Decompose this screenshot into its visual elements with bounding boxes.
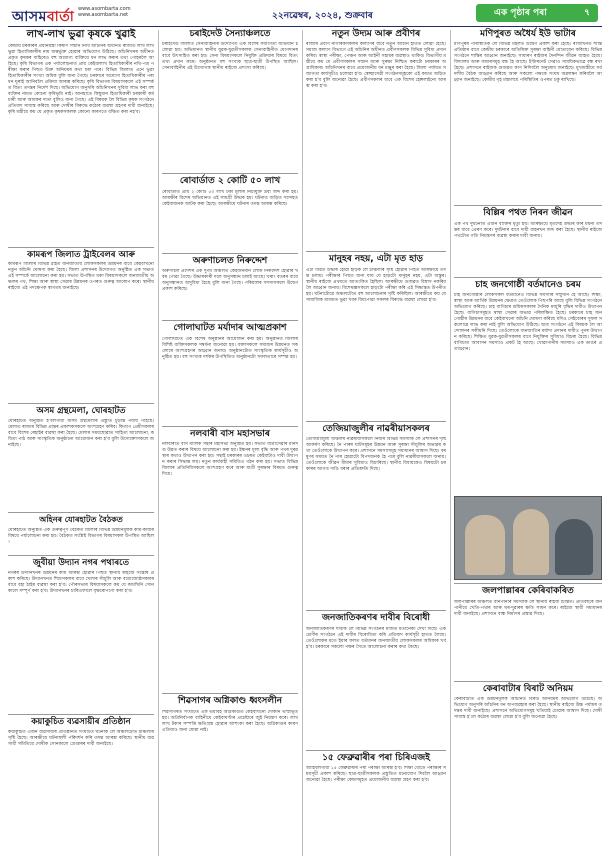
article-body: নলবাৰীত বাস মালিক সন্থাৰ মহাসভা অনুষ্ঠিত হয়। সভাত যাত্ৰীসেৱাৰ মানদণ্ড উন্নত কৰাৰ বিষয়ে আলোচনা কৰা হয়। ইন্ধনৰ মূল্য বৃদ্ধি আৰু পথৰ দুৰৱস্থাৰ কথাও উত্থাপন কৰা হয়। সন্থাই চৰকাৰৰ ওচৰত কেইবাটাও দাবী উত্থাপন কৰাৰ সিদ্ধান্ত লয়। নতুন কাৰ্যবাহী সমিতিও গঠন কৰা হয়। সভাত বিভিন্ন জিলাৰ প্ৰতিনিধিসকলে অংশগ্ৰহণ কৰে আৰু যাত্ৰী সুৰক্ষাৰ বিষয়ত গুৰুত্ব দিয়ে। xyxy=(162,442,298,478)
divider xyxy=(8,512,154,513)
headline[interactable]: তেজিয়াজুলীৰ নাৱৰীয়াসকলৰ xyxy=(322,423,430,434)
article-body: তেজিয়াজুলী অঞ্চলৰ নাৱৰীয়াসকলে নিজৰ বিভিন্ন সমস্যাক লৈ প্ৰশাসনৰ দৃষ্টি আকৰ্ষণ কৰিছে। নৈ পাৰৰ ঘাটসমূহৰ উন্নয়ন আৰু সুৰক্ষা সঁজুলিৰ অভাৱৰ কথা তেওঁলোকে উত্থাপন কৰে। প্ৰশাসনে সমস্যাসমূহ সমাধানৰ আশ্বাস দিছে। বৰষুণৰ সময়ত নৈ পাৰ হোৱাটো বিপদজনক হৈ পৰে বুলি নাৱৰীয়াসকলে জনায়। তেওঁলোকে জীৱন বীমাৰ সুবিধাও বিচাৰিছে। স্থানীয় বিধায়কেও বিষয়টো চৰকাৰৰ আগত দাঙি ধৰাৰ প্ৰতিশ্ৰুতি দিছে। xyxy=(306,437,446,473)
column-4 xyxy=(454,30,602,801)
column-1 xyxy=(8,30,154,816)
divider xyxy=(8,714,154,715)
article-body: গোলাঘাটত এক বিশেষ অনুষ্ঠানৰ আয়োজন কৰা হয়। অনুষ্ঠানত জিলাৰ বিশিষ্ট ব্যক্তিসকলক সম্বৰ্ধনা জনোৱা হয়। বক্তাসকলে সমাজৰ উন্নয়নত সকলোৰে অংশগ্ৰহণৰ আহ্বান জনায়। অনুষ্ঠানটোত সাংস্কৃতিক কাৰ্যসূচীও অনুষ্ঠিত হয়। বহু সংখ্যক দৰ্শকৰ উপস্থিতিত অনুষ্ঠানটো সফলতাৰে সম্পন্ন হয়। xyxy=(162,336,298,360)
column-2 xyxy=(162,30,298,814)
article-body: আহিবলগীয়া ১৫ ফেব্ৰুৱাৰীৰ পৰা পৰীক্ষা আৰম্ভ হ'ব। শিক্ষা বোৰ্ডে পৰীক্ষাৰ সময়সূচী প্ৰকাশ কৰিছে। ছাত্ৰ-ছাত্ৰীসকলক প্ৰস্তুতিত মনোযোগ দিবলৈ আহ্বান জনোৱা হৈছে। পৰীক্ষা কেন্দ্ৰসমূহত প্ৰয়োজনীয় ব্যৱস্থা গ্ৰহণ কৰা হ'ব। xyxy=(306,766,446,784)
headline[interactable]: কামৰূপ জিলাত ট্ৰাইবেলৰ আৰু xyxy=(27,249,135,260)
headline[interactable]: মণিপুৰত অধৈৰ্য ইউ ভাটাৰ xyxy=(480,29,576,39)
photo-people xyxy=(465,515,505,575)
headline[interactable]: অৰুণাচলত নিৰুদ্দেশ xyxy=(192,255,268,266)
column-3 xyxy=(306,30,446,818)
article-body: ৰোবাৰ্ডাত প্ৰায় ২ কোটি ৫০ লাখ টকা মূল্যৰ নিচাযুক্ত দ্ৰব্য জব্দ কৰা হয়। আৰক্ষীৰ বিশেষ অভিযানত এই সামগ্ৰী উদ্ধাৰ হয়। ঘটনাত জড়িত সন্দেহত কেইবাজনক আটক কৰা হৈছে। আৰক্ষীয়ে ঘটনাৰ তদন্ত আৰম্ভ কৰিছে। xyxy=(162,189,298,207)
logo-main: আসম xyxy=(12,9,47,25)
logo-accent: বার্তা xyxy=(46,9,75,25)
divider xyxy=(162,693,298,694)
headline[interactable]: নলবাৰী বাস মহাসভাৰ xyxy=(190,428,270,439)
divider xyxy=(306,750,446,751)
masthead xyxy=(0,0,610,26)
article-body: নগৰৰ উদ্যানখনৰ উন্নয়নৰ কাম আৰম্ভ হোৱাৰ পিছত স্থানীয় ৰাইজে সন্তোষ প্ৰকাশ কৰিছে। উদ্যানখনত শিশুসকলৰ বাবে খেলাৰ সঁজুলি আৰু বয়োজ্যেষ্ঠসকলৰ বাবে বহা ঠাইৰ ব্যৱস্থা কৰা হ'ব। পৌৰসভাৰ বিষয়াসকলে কয় যে কামখিনি সোনকালে সম্পূৰ্ণ কৰা হ'ব। উদ্যানখনৰ চাৰিওফালে বৃক্ষৰোপণো কৰা হ'ব। xyxy=(8,570,154,594)
article-body: চাহ জনগোষ্ঠীৰ লোকসকল বৰ্তমানেও বিভিন্ন সমস্যাৰ সন্মুখীন হৈ আছে। শিক্ষা, স্বাস্থ্য আৰু আৰ্থিক উন্নয়নৰ ক্ষেত্ৰত তেওঁলোক পিছপৰি আছে বুলি বিভিন্ন সংগঠনে অভিযোগ কৰিছে। চাহ বাগিচাৰ শ্ৰমিকসকলৰ দৈনিক মজুৰি বৃদ্ধিৰ দাবীও উত্থাপন হৈছে। বাগিচাসমূহত স্বাস্থ্য সেৱাৰ অভাৱ পৰিলক্ষিত হৈছে। চৰকাৰে চাহ জনগোষ্ঠীৰ উন্নয়নৰ বাবে কেইবাখনো আঁচনি ঘোষণা কৰিছে যদিও সেইবোৰৰ সুফল সকলোৱে লাভ কৰা নাই বুলি অভিযোগ উঠিছে। ছাত্ৰ সংগঠনে এই বিষয়ক লৈ আন্দোলনৰ সকীয়নি দিছে। তেওঁলোকে জনজাতিৰ মৰ্যাদা প্ৰদানৰ দাবীও পুনৰ উত্থাপন কৰিছে। শিক্ষিত যুৱক-যুৱতীসকলৰ বাবে নিযুক্তিৰ সুবিধাও বিচৰা হৈছে। বিভিন্ন বাগিচাত আবাসন সমস্যাও প্ৰকট হৈ আছে। খোৱাপানীৰ সমস্যাও এক ডাঙৰ প্ৰত্যাহ্বান। xyxy=(454,293,602,353)
headline[interactable]: জনজাতিকৰণৰ দাবীৰ বিৰোধী xyxy=(321,613,431,624)
divider xyxy=(306,610,446,611)
headline[interactable]: অহিনৰ যোৰহাটত বৈঠকত xyxy=(39,515,123,525)
article-body: অৰুণাচল প্ৰদেশৰ এক দুৰ্গম অঞ্চলত কেইজনমান লোক নিৰুদ্দেশ হোৱাৰ খবৰ পোৱা গৈছে। উদ্ধাৰকাৰী দলে অনুসন্ধান চলাই আছে। খৰাং বতৰৰ বাবে অনুসন্ধানত অসুবিধা হৈছে বুলি জনা গৈছে। পৰিয়ালৰ সদস্যসকলে উদ্বেগ প্ৰকাশ কৰিছে। xyxy=(162,269,298,293)
divider xyxy=(162,426,298,427)
divider xyxy=(454,277,602,278)
article-body: কামৰূপ জিলাৰ বিভিন্ন ঠাইত জনজাতীয় লোকসকলৰ উন্নয়নৰ বাবে কেইবাখনো নতুন আঁচনি ঘোষণা কৰা হৈছে। জিলা প্ৰশাসনৰ উদ্যোগত অনুষ্ঠিত এক সভাত এই সম্পৰ্কে আলোচনা কৰা হয়। সভাত উপস্থিত থকা বিষয়াসকলে জনজাতীয় অঞ্চলৰ পথ, শিক্ষা আৰু স্বাস্থ্য সেৱাৰ উন্নয়নৰ ওপৰত গুৰুত্ব আৰোপ কৰে। স্থানীয় ৰাইজে এই পদক্ষেপক স্বাগতম জনাইছে। xyxy=(8,262,154,292)
headline[interactable]: নতুন উদ্যম আৰু প্ৰবীণৰ xyxy=(331,29,421,39)
headline[interactable]: শিৱসাগৰ অগ্নিকাণ্ড ধ্বংসলীন xyxy=(177,696,283,707)
column-divider xyxy=(450,30,451,856)
page-tag-label: এক পৃষ্ঠাৰ পৰা xyxy=(494,8,547,18)
column-divider xyxy=(158,30,159,856)
article-body: এটা গাঁৱত উদ্ধাৰ হোৱা হাড়ক লৈ চাঞ্চল্যৰ সৃষ্টি হোৱাৰ পিছত আৰক্ষীয়ে তদন্ত চলায়। পৰীক্ষাৰ পিছত জনা যায় যে হাড়টো মানুহৰ নহয়, এটা জন্তুৰ। স্থানীয় ৰাইজে প্ৰথমতে আতংকিত হৈছিল। আৰক্ষীয়ে গুজৱত বিশ্বাস নকৰিবলৈ আহ্বান জনায়। বিশেষজ্ঞসকলে হাড়টো পৰীক্ষা কৰি এই সিদ্ধান্তত উপনীত হয়। ঘটনাটোৱে অঞ্চলটোত বহু আলোচনাৰ সৃষ্টি কৰিছিল। আৰক্ষীয়ে কয় যে সামাজিক মাধ্যমত ভুৱা খবৰ বিয়পোৱা সকলৰ বিৰুদ্ধে ব্যৱস্থা লোৱা হ'ব। xyxy=(306,267,446,303)
news-photo[interactable] xyxy=(454,496,602,580)
photo-people xyxy=(555,519,593,575)
divider xyxy=(162,320,298,321)
article-body: কেন্দ্ৰীয় চৰকাৰৰ প্ৰধানমন্ত্ৰী কিষাণ সন্মান নিধি আঁচনিৰ অধীনত ৰাজ্যত লাখ লাখ ভুৱা হিতাধিকাৰীৰ নাম অন্তৰ্ভুক্ত হোৱাৰ অভিযোগ উঠিছে। আঁচনিখনৰ অধীনত প্ৰকৃত কৃষকৰ বাহিৰেও বহু অযোগ্য ব্যক্তিয়ে ধন লাভ কৰাৰ তথ্য পোহৰলৈ আহিছে। কৃষি বিভাগৰ এক পৰ্যালোচনাত প্ৰায় কেইবালাখ হিতাধিকাৰীৰ নথি-পত্ৰ পৰীক্ষা কৰাৰ পিছত উক্ত অনিয়মৰ কথা ধৰা পৰে। বিভিন্ন জিলাত এনে ভুৱা হিতাধিকাৰীৰ সংখ্যা অধিক বুলি জনা গৈছে। চৰকাৰে অযোগ্য হিতাধিকাৰীৰ পৰা ধন ঘূৰাই আনিবলৈ প্ৰক্ৰিয়া আৰম্ভ কৰিছে। কৃষি বিভাগৰ বিষয়াসকলে এই সম্পৰ্কত বিতং তদন্তৰ নিৰ্দেশ দিছে। অভিযোগ অনুসৰি আঁচনিখনৰ সুবিধা লাভ কৰা বহু ব্যক্তিৰ নামত কোনো কৃষিভূমি নাই। আনহাতে কিছুমান হিতাধিকাৰী চৰকাৰী কৰ্মচাৰী আৰু আয়কৰ দাতা বুলিও জনা গৈছে। এই বিষয়ক লৈ বিভিন্ন কৃষক সংগঠনে প্ৰতিবাদ সাব্যস্ত কৰিছে আৰু দোষীৰ বিৰুদ্ধে কঠোৰ ব্যৱস্থা গ্ৰহণৰ দাবী জনাইছে। কৃষি মন্ত্ৰীয়ে কয় যে প্ৰকৃত কৃষকসকলক কোনো কাৰণতে বঞ্চিত কৰা নহ'ব। xyxy=(8,43,154,115)
website-line-2[interactable]: www.asombarta.net xyxy=(78,12,129,18)
headline[interactable]: কয়াকুচিত ব্যৱসায়ীৰ প্ৰতিষ্ঠান xyxy=(31,716,131,727)
article-body: জনজাতিকৰণৰ দাবীক লৈ বিভিন্ন সংগঠনৰ মাজত মতানৈক্য দেখা দিছে। এক শ্ৰেণীৰ সংগঠনে এই দাবীৰ বিৰোধিতা কৰি প্ৰতিবাদ কাৰ্যসূচী হাতত লৈছে। তেওঁলোকৰ মতে ইয়াৰ ফলত বৰ্তমানৰ জনজাতীয় লোকসকলৰ অধিকাৰ খৰ্ব হ'ব। চৰকাৰে সকলো পক্ষৰ সৈতে আলোচনা কৰাৰ কথা কৈছে। xyxy=(306,626,446,650)
article-body: কেৰাবাটাত এক উন্নয়নমূলক আঁচনিত বিৰাট অনিয়মৰ অভিযোগ উঠিছে। অভিযোগ অনুসৰি আঁচনিৰ ধন অপব্যৱহাৰ কৰা হৈছে। স্থানীয় ৰাইজে উচ্চ পৰ্যায়ৰ তদন্তৰ দাবী জনাইছে। প্ৰশাসনে অভিযোগসমূহ খতিয়াই চোৱাৰ আশ্বাস দিছে। দোষী সাব্যস্ত হ'লে কঠোৰ ব্যৱস্থা লোৱা হ'ব বুলি জনোৱা হৈছে। xyxy=(454,697,602,721)
article-body: শিৱসাগৰত সংঘটিত এক ভয়াবহ অগ্নিকাণ্ডত কেইবাখনো দোকান ভস্মীভূত হয়। অগ্নিনিৰ্বাপক বাহিনীয়ে কেইবাঘণ্টাৰ প্ৰচেষ্টাৰে জুই নিয়ন্ত্ৰণ কৰে। লাখ লাখ টকাৰ সম্পত্তি ক্ষতিগ্ৰস্ত হোৱাৰ আশংকা কৰা হৈছে। অগ্নিকাণ্ডৰ কাৰণ এতিয়াও জনা যোৱা নাই। xyxy=(162,709,298,733)
headline[interactable]: মানুহৰ নহয়, এটা মৃত হাড় xyxy=(328,254,423,265)
headline[interactable]: লাখ-লাখ ভুৱা কৃষকে খুৱাই xyxy=(26,29,136,40)
headline[interactable]: চাহ জনগোষ্ঠী বৰ্তমানেও চৰম xyxy=(475,279,581,290)
divider xyxy=(8,403,154,404)
issue-date: ২২নৱেম্বৰ, ২০২৪, শুক্ৰবাৰ xyxy=(272,11,373,21)
headline[interactable]: জুবীয়া উদ্যান নগৰ পথাৰতে xyxy=(33,557,129,568)
headline[interactable]: চৰাইদেউ সৈন্যাঞ্চলতে xyxy=(189,29,271,39)
divider xyxy=(306,421,446,422)
divider xyxy=(162,253,298,254)
photo-people xyxy=(513,509,549,575)
headline[interactable]: জলপাল্লাৰৰ কেৰিবাকৰিত xyxy=(482,586,574,597)
article-body: কয়াকুচিত এজন ব্যৱসায়ীৰ প্ৰতিষ্ঠানত সংঘটিত ঘটনাক লৈ অঞ্চলটোত চাঞ্চল্যৰ সৃষ্টি হৈছে। আৰক্ষীয়ে ঘটনাস্থলী পৰিদৰ্শন কৰি তদন্ত আৰম্ভ কৰিছে। স্থানীয় ব্যৱসায়ী সমিতিয়ে দোষীক সোনকালে গ্ৰেপ্তাৰৰ দাবী জনাইছে। xyxy=(8,729,154,747)
divider xyxy=(162,173,298,174)
headline[interactable]: গোলাঘাটত মৰ্যাদাৰ আত্মপ্ৰকাশ xyxy=(173,323,287,334)
article-body: জলপাল্লাৰৰ অঞ্চলত বানপানীৰ সমস্যাক লৈ স্থানীয় ৰাইজ চিন্তিত। প্ৰতিবছৰে বানপানীয়ে খেতি-পথাৰ আৰু ঘৰ-দুৱাৰৰ ক্ষতি সাধন কৰে। ৰাইজে স্থায়ী সমাধানৰ দাবী জনাইছে। প্ৰশাসনে বান্ধ নিৰ্মাণৰ প্ৰস্তাৱ দিছে। xyxy=(454,599,602,617)
headline[interactable]: অসম গ্ৰন্থমেলা, ঘোৰহাটত xyxy=(36,406,126,417)
divider xyxy=(8,247,154,248)
article-body: যোৰহাটত অনুষ্ঠিত এক গুৰুত্বপূৰ্ণ বৈঠকত জিলাৰ বিভিন্ন উন্নয়নমূলক কাম-কাজৰ বিষয়ে পৰ্যালোচনা কৰা হয়। বৈঠকত সংশ্লিষ্ট বিভাগৰ বিষয়াসকল উপস্থিত আছিল। xyxy=(8,527,154,545)
article-body: মণিপুৰৰ পৰিস্থিতিক লৈ বিভিন্ন মহলত উদ্বেগ প্ৰকাশ কৰা হৈছে। ৰাজ্যখনত শান্তি প্ৰতিষ্ঠাৰ বাবে কেন্দ্ৰীয় চৰকাৰে অতিৰিক্ত সুৰক্ষা বাহিনী মোতায়েন কৰিছে। বিভিন্ন সংগঠনে শান্তিৰ আহ্বান জনাইছে। সাধাৰণ ৰাইজৰ দৈনন্দিন জীৱন ব্যাহত হৈছে। বিদ্যালয় আৰু বজাৰসমূহ বন্ধ হৈ আছে। ইণ্টাৰনেট সেৱাও সাময়িকভাৱে বন্ধ ৰখা হৈছে। প্ৰশাসনে ৰাইজক গুজৱত কাণ নিদিবলৈ অনুৰোধ জনাইছে। মুখ্যমন্ত্ৰীয়ে সৰ্বদলীয় বৈঠক আহ্বান কৰিছে আৰু সকলো পক্ষকে সংযম অৱলম্বন কৰিবলৈ আহ্বান জনাইছে। কেন্দ্ৰীয় গৃহ মন্ত্ৰালয়ে পৰিস্থিতিৰ ওপৰত চকু ৰাখিছে। xyxy=(454,42,602,84)
article-body: এক পথ দুৰ্ঘটনাত এজন ব্যক্তিৰ মৃত্যু হয়। আৰক্ষীয়ে মৃতদেহ উদ্ধাৰ কৰি ময়না তদন্তৰ বাবে প্ৰেৰণ কৰে। দুৰ্ঘটনাৰ বাবে দায়ী বাহনখন জব্দ কৰা হৈছে। স্থানীয় ৰাইজে পথটোত গতি নিয়ন্ত্ৰণৰ ব্যৱস্থা কৰাৰ দাবী জনায়। xyxy=(454,221,602,239)
page-tag xyxy=(476,4,598,22)
headline[interactable]: ১৫ ফেব্ৰুৱাৰীৰ পৰা চিৰিএজই xyxy=(322,752,430,763)
headline[interactable]: কেৰাবাটাৰ বিৰাট অনিয়ম xyxy=(482,683,574,694)
article-body: যোৰহাটত অনুষ্ঠিত হ'বলগীয়া অসম গ্ৰন্থমেলাৰ প্ৰস্তুতি চূড়ান্ত পৰ্যায় পাইছে। মেলাত ৰাজ্যৰ বিভিন্ন প্ৰান্তৰ প্ৰকাশকসকলে অংশগ্ৰহণ কৰিব। কিতাপ প্ৰেমীসকলৰ বাবে বিশেষ ৰেহাইৰ ব্যৱস্থা কৰা হৈছে। মেলাৰ সময়ছোৱাত সাহিত্য আলোচনা, কবিতা পাঠ আৰু সাংস্কৃতিক অনুষ্ঠানো আয়োজন কৰা হ'ব বুলি উদ্যোক্তাসকলে জনাইছে। xyxy=(8,419,154,449)
column-divider xyxy=(302,30,303,856)
divider xyxy=(454,205,602,206)
divider xyxy=(306,251,446,252)
divider xyxy=(8,555,154,556)
divider xyxy=(454,583,602,584)
article-body: ৰাজ্যৰ প্ৰবীণ নাগৰিকসকলৰ কল্যাণৰ বাবে নতুন আঁচনি হাতত লোৱা হৈছে। সমাজ কল্যাণ বিভাগে এই আঁচনিৰ অধীনত প্ৰবীণসকলক বিভিন্ন সুবিধা প্ৰদান কৰিব। স্বাস্থ্য পৰীক্ষা, পেঞ্চন আৰু আইনী সহায়ৰ ব্যৱস্থাও থাকিব। বিভাগীয় মন্ত্ৰীয়ে কয় যে প্ৰবীণসকলৰ সন্মান আৰু সুৰক্ষা নিশ্চিত কৰাটো চৰকাৰৰ অগ্ৰাধিকাৰ। আঁচনিখনৰ বাবে প্ৰয়োজনীয় ধন মঞ্জুৰ কৰা হৈছে। জিলা পৰ্যায়ত সজাগতা কাৰ্যসূচীও চলোৱা হ'ব। স্বেচ্ছাসেৱী সংগঠনসমূহকো এই কামত জড়িত কৰা হ'ব বুলি জনোৱা হৈছে। প্ৰবীণসকলৰ বাবে এক বিশেষ হেল্পলাইনো আৰম্ভ কৰা হ'ব। xyxy=(306,42,446,90)
page-number: ৭ xyxy=(584,8,590,18)
website-lines xyxy=(78,6,131,18)
headline[interactable]: বিল্লিৰ পথত নিৰন জীৱন xyxy=(483,208,573,219)
website-line-1[interactable]: www.asombarta.com xyxy=(78,6,131,12)
divider xyxy=(454,681,602,682)
masthead-rule xyxy=(8,26,602,27)
article-body: চৰাইদেউ জিলাত সেনাবাহিনীৰ উদ্যোগত এক বিশেষ সজাগতা অভিযান চলোৱা হয়। অভিযানত স্থানীয় যুৱক-যুৱতীসকলক সেনাবাহিনীত যোগদানৰ বাবে উৎসাহিত কৰা হয়। সেনা বিষয়াসকলে নিযুক্তি প্ৰক্ৰিয়াৰ বিষয়ে বিতং তথ্য প্ৰদান কৰে। অনুষ্ঠানত বহু সংখ্যক ছাত্ৰ-ছাত্ৰী উপস্থিত আছিল। সেনাবাহিনীৰ এই উদ্যোগক স্থানীয় ৰাইজে প্ৰশংসা কৰিছে। xyxy=(162,42,298,72)
headline[interactable]: ৰোবাৰ্ডাত ২ কোটি ৫০ লাখ xyxy=(179,176,281,187)
